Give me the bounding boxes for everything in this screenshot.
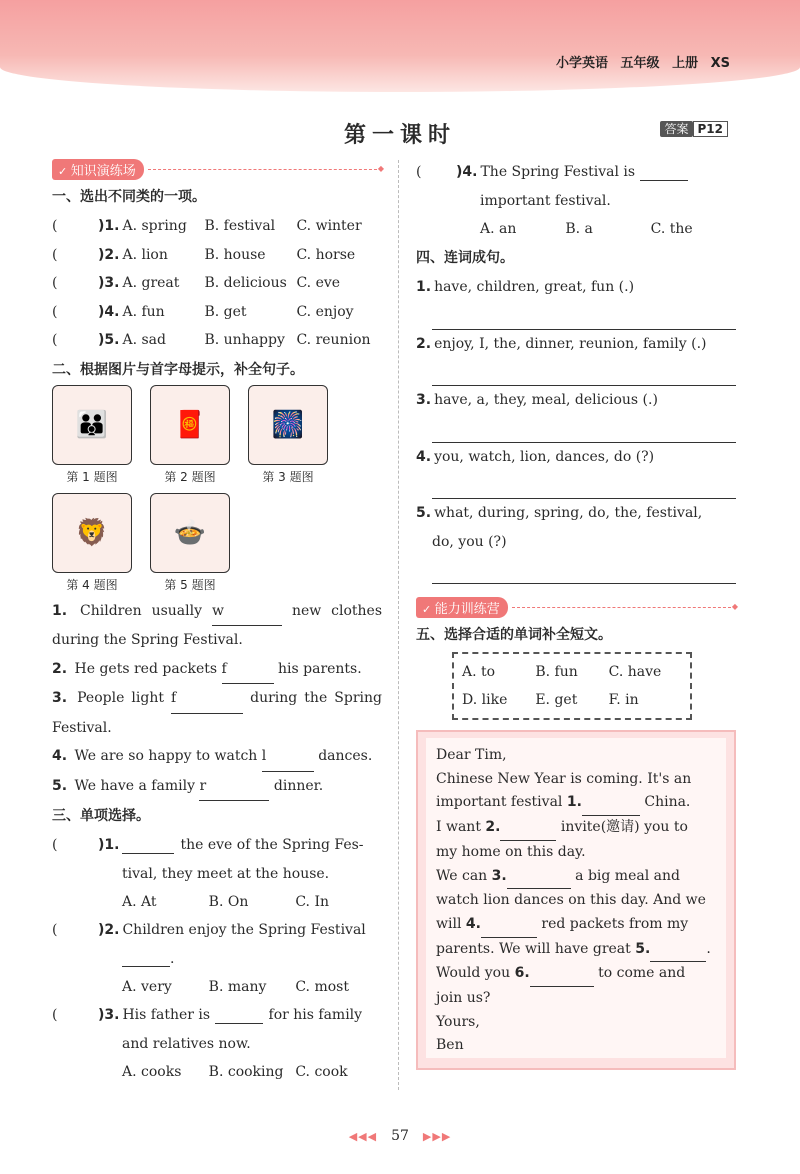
s1-heading: 一、选出不同类的一项。	[52, 189, 206, 205]
answer-ref	[660, 120, 728, 137]
list-item: 5. what, during, spring, do, the, festival,	[416, 505, 703, 522]
subject: 小学英语	[555, 56, 608, 71]
lion-dance-illustration-icon: 🦁	[52, 493, 132, 573]
answer-page: P12	[693, 121, 729, 137]
section-banner-knowledge	[52, 158, 382, 180]
answer-line[interactable]	[432, 471, 736, 499]
s4-heading: 四、连词成句。	[416, 250, 514, 266]
blank-input[interactable]	[582, 791, 640, 816]
answer-line[interactable]	[432, 358, 736, 386]
edition: XS	[710, 56, 730, 71]
list-item: ( )1. A. spring B. festival C. winter	[52, 218, 362, 235]
blank-input[interactable]: l	[262, 742, 314, 772]
family-illustration-icon: 👪	[52, 385, 132, 465]
banner-dash	[148, 169, 382, 170]
banner-label: ✓ 知识演练场	[52, 159, 144, 180]
blank-input[interactable]	[481, 913, 537, 938]
answer-label: 答案	[660, 121, 692, 137]
banner-dash	[512, 607, 736, 608]
blank-input[interactable]	[122, 837, 174, 854]
s2-q4: 4. We are so happy to watch l dances.	[52, 742, 382, 772]
answer-line[interactable]	[432, 556, 736, 584]
column-divider	[398, 160, 399, 1090]
list-item: ( )2. A. lion B. house C. horse	[52, 246, 356, 263]
s3-heading: 三、单项选择。	[52, 808, 150, 824]
blank-input[interactable]: f	[222, 655, 274, 685]
s2-q1: 1. Children usually w new clothes during the Spring Festival.	[52, 597, 382, 655]
list-item: 3. have, a, they, meal, delicious (.)	[416, 392, 658, 409]
picture-grid	[52, 385, 382, 593]
red-packet-illustration-icon: 🧧	[150, 385, 230, 465]
blank-input[interactable]	[500, 816, 556, 841]
answer-line[interactable]	[432, 415, 736, 443]
page-footer	[0, 1128, 800, 1144]
grade: 五年级	[620, 56, 660, 71]
s2-q5: 5. We have a family r dinner.	[52, 772, 382, 802]
s3-q3: ( )3. His father is for his family and relatives now. A. cooks B. cooking C. cook	[52, 1007, 363, 1080]
s2-heading: 二、根据图片与首字母提示，补全句子。	[52, 361, 304, 378]
picture-1: 👪 第 1 题图	[52, 385, 132, 485]
picture-4: 🦁 第 4 题图	[52, 493, 132, 593]
answer-line[interactable]	[432, 302, 736, 330]
picture-2: 🧧 第 2 题图	[150, 385, 230, 485]
reunion-dinner-illustration-icon: 🍲	[150, 493, 230, 573]
blank-input[interactable]: r	[199, 772, 269, 802]
list-item: ( )4. A. fun B. get C. enjoy	[52, 303, 354, 320]
page-number: 57	[391, 1128, 409, 1144]
blank-input[interactable]	[122, 950, 170, 967]
s3-q1: ( )1. the eve of the Spring Fes- tival, they meet at the house. A. At B. On C. In	[52, 837, 364, 910]
s4-list: 1. have, children, great, fun (.) 2. enjoy, I, the, dinner, reunion, family (.) 3. have, a, they, meal, delicious (.) 4. you, watch, lion, dances, do (?) 5. what, during, spring, do, the, festival, do, you (?)	[416, 273, 736, 584]
header-band	[0, 0, 800, 92]
s2-q2: 2. He gets red packets f his parents.	[52, 655, 382, 685]
fireworks-illustration-icon: 🎆	[248, 385, 328, 465]
list-item: ( )3. A. great B. delicious C. eve	[52, 275, 341, 292]
left-column	[52, 158, 382, 1086]
page-title: 第一课时	[343, 123, 456, 148]
list-item: 2. enjoy, I, the, dinner, reunion, family (.)	[416, 335, 707, 352]
blank-input[interactable]	[640, 164, 688, 181]
picture-5: 🍲 第 5 题图	[150, 493, 230, 593]
header-info	[556, 52, 730, 71]
list-item: 1. have, children, great, fun (.)	[416, 279, 635, 296]
s1-list	[52, 212, 382, 355]
word-options-box: A. to B. fun C. have D. like E. get F. in	[452, 652, 692, 720]
volume: 上册	[672, 56, 699, 71]
blank-input[interactable]	[650, 938, 706, 963]
s5-heading: 五、选择合适的单词补全短文。	[416, 627, 612, 643]
list-item: 4. you, watch, lion, dances, do (?)	[416, 448, 655, 465]
picture-3: 🎆 第 3 题图	[248, 385, 328, 485]
blank-input[interactable]: f	[171, 684, 243, 714]
letter-card: Dear Tim, Chinese New Year is coming. It's an important festival 1. China. I want 2. invite(邀请) you to my home on this day. We can 3. a big meal and watch lion dances on this day. And we will 4. red packets from my parents. We will have great 5. . Would you 6. to come and join us? Yours, Ben	[416, 730, 736, 1070]
list-item: ( )5. A. sad B. unhappy C. reunion	[52, 332, 371, 349]
prev-arrows-icon: ◀◀◀	[348, 1130, 378, 1143]
blank-input[interactable]	[507, 865, 571, 890]
s2-q3: 3. People light f during the Spring Festival.	[52, 684, 382, 742]
s3-q2: ( )2. Children enjoy the Spring Festival . A. very B. many C. most	[52, 922, 366, 995]
s3-q4: ( )4. The Spring Festival is important festival. A. an B. a C. the	[416, 164, 693, 237]
next-arrows-icon: ▶▶▶	[422, 1130, 452, 1143]
blank-input[interactable]	[215, 1007, 263, 1024]
section-banner-ability	[416, 596, 736, 618]
banner-label: ✓ 能力训练营	[416, 597, 508, 618]
blank-input[interactable]	[530, 962, 594, 987]
blank-input[interactable]: w	[212, 597, 282, 627]
right-column	[416, 158, 736, 1070]
